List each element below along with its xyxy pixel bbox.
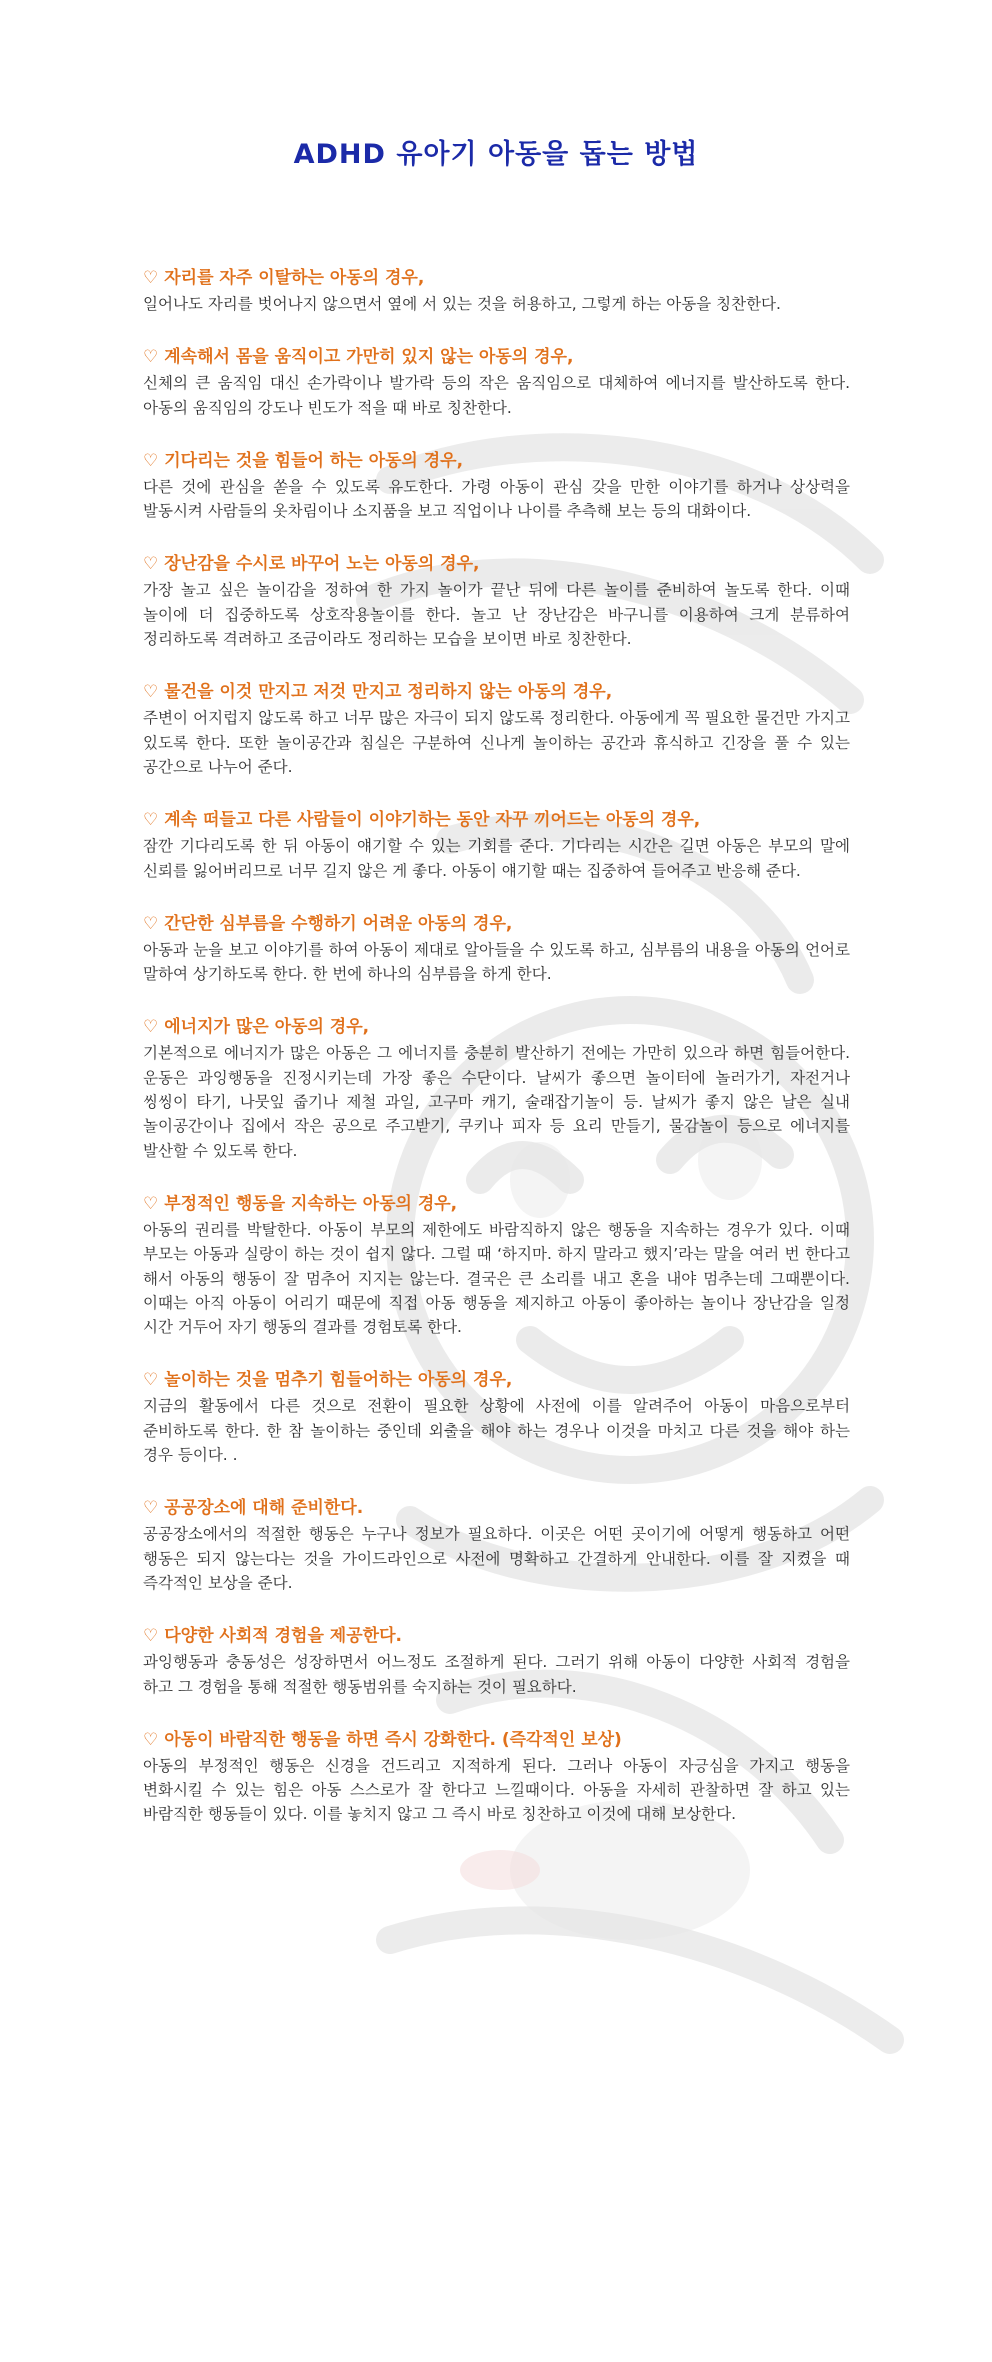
tip-section: [143, 1192, 850, 1339]
tip-body: 잠깐 기다리도록 한 뒤 아동이 얘기할 수 있는 기회를 준다. 기다리는 시간은 길면 아동은 부모의 말에 신뢰를 잃어버리므로 너무 길지 않은 게 좋다. 아동이 얘기할 때는 집중하여 들어주고 반응해 준다.: [143, 837, 850, 880]
tip-heading: [143, 912, 850, 936]
tip-body: 아동의 부정적인 행동은 신경을 건드리고 지적하게 된다. 그러나 아동이 자긍심을 가지고 행동을 변화시킬 수 있는 힘은 아동 스스로가 잘 한다고 느낄때이다. 아동을 자세히 관찰하면 잘 하고 있는 바람직한 행동들이 있다. 이를 놓치지 않고 그 즉시 바로 칭찬하고 이것에 대해 보상한다.: [143, 1756, 850, 1824]
tip-body: 공공장소에서의 적절한 행동은 누구나 정보가 필요하다. 이곳은 어떤 곳이기에 어떻게 행동하고 어떤 행동은 되지 않는다는 것을 가이드라인으로 사전에 명확하고 간결하게 안내한다. 이를 잘 지켰을 때 즉각적인 보상을 준다.: [143, 1525, 850, 1592]
tip-body: 가장 놀고 싶은 놀이감을 정하여 한 가지 놀이가 끝난 뒤에 다른 놀이를 준비하여 놀도록 한다. 이때 놀이에 더 집중하도록 상호작용놀이를 한다. 놀고 난 장난감은 바구니를 이용하여 크게 분류하여 정리하도록 격려하고 조금이라도 정리하는 모습을 보이면 바로 칭찬한다.: [143, 581, 850, 649]
tip-body: 다른 것에 관심을 쏟을 수 있도록 유도한다. 가령 아동이 관심 갖을 만한 이야기를 하거나 상상력을 발동시켜 사람들의 옷차림이나 소지품을 보고 직업이나 나이를 추측해 보는 등의 대화이다.: [143, 477, 850, 521]
tip-heading-text: 아동이 바람직한 행동을 하면 즉시 강화한다. (즉각적인 보상): [164, 1729, 622, 1750]
heart-icon: ♡: [143, 1370, 159, 1391]
tip-heading-text: 다양한 사회적 경험을 제공한다.: [164, 1626, 402, 1647]
heart-icon: ♡: [143, 1017, 159, 1038]
tip-heading: [143, 1015, 850, 1039]
tip-section: [143, 552, 850, 651]
tip-heading-text: 에너지가 많은 아동의 경우,: [164, 1017, 370, 1038]
heart-icon: ♡: [143, 1626, 159, 1647]
tip-heading-text: 물건을 이것 만지고 저것 만지고 정리하지 않는 아동의 경우,: [164, 682, 613, 703]
tip-section: [143, 1496, 850, 1595]
tip-section: [143, 912, 850, 987]
tip-heading: [143, 1192, 850, 1216]
tip-body: 지금의 활동에서 다른 것으로 전환이 필요한 상황에 사전에 이를 알려주어 아동이 마음으로부터 준비하도록 한다. 한 참 놀이하는 중인데 외출을 해야 하는 경우나 이것을 마치고 다른 것을 해야 하는 경우 등이다. .: [143, 1397, 850, 1465]
heart-icon: ♡: [143, 682, 159, 703]
tip-body: 일어나도 자리를 벗어나지 않으면서 옆에 서 있는 것을 허용하고, 그렇게 하는 아동을 칭찬한다.: [143, 295, 781, 313]
tip-section: [143, 1624, 850, 1699]
tip-heading-text: 계속해서 몸을 움직이고 가만히 있지 않는 아동의 경우,: [164, 347, 574, 368]
tip-heading: [143, 449, 850, 473]
tip-heading-text: 놀이하는 것을 멈추기 힘들어하는 아동의 경우,: [164, 1370, 513, 1391]
tip-body: 아동의 권리를 박탈한다. 아동이 부모의 제한에도 바람직하지 않은 행동을 지속하는 경우가 있다. 이때 부모는 아동과 실랑이 하는 것이 쉽지 않다. 그럴 때 ‘하지마. 하지 말라고 했지’라는 말을 여러 번 한다고 해서 아동의 행동이 잘 멈추어 지지는 않는다. 결국은 큰 소리를 내고 혼을 내야 멈추는데 그때뿐이다. 이때는 아직 아동이 어리기 때문에 직접 아동 행동을 제지하고 아동이 좋아하는 놀이나 장난감을 일정 시간 거두어 자기 행동의 결과를 경험토록 한다.: [143, 1220, 850, 1337]
tip-heading: [143, 1728, 850, 1752]
tip-heading-text: 계속 떠들고 다른 사람들이 이야기하는 동안 자꾸 끼어드는 아동의 경우,: [164, 810, 701, 831]
tip-body: 과잉행동과 충동성은 성장하면서 어느정도 조절하게 된다. 그러기 위해 아동이 다양한 사회적 경험을 하고 그 경험을 통해 적절한 행동범위를 숙지하는 것이 필요하다.: [143, 1653, 850, 1696]
tips-list: [143, 266, 850, 1856]
heart-icon: ♡: [143, 913, 159, 934]
tip-body: 주변이 어지럽지 않도록 하고 너무 많은 자극이 되지 않도록 정리한다. 아동에게 꼭 필요한 물건만 가지고 있도록 한다. 또한 놀이공간과 침실은 구분하여 신나게 놀이하는 공간과 휴식하고 긴장을 풀 수 있는 공간으로 나누어 준다.: [143, 709, 850, 776]
tip-heading-text: 공공장소에 대해 준비한다.: [164, 1498, 364, 1519]
tip-section: [143, 345, 850, 420]
tip-section: [143, 266, 850, 316]
page-title: ADHD 유아기 아동을 돕는 방법: [293, 139, 699, 170]
tip-heading: [143, 345, 850, 369]
tip-body: 기본적으로 에너지가 많은 아동은 그 에너지를 충분히 발산하기 전에는 가만히 있으라 하면 힘들어한다. 운동은 과잉행동을 진정시키는데 가장 좋은 수단이다. 날씨가 좋으면 놀이터에 놀러가기, 자전거나 씽씽이 타기, 나뭇잎 줍기나 제철 과일, 고구마 캐기, 술래잡기놀이 등. 날씨가 좋지 않은 날은 실내 놀이공간이나 집에서 작은 공으로 주고받기, 쿠키나 피자 등 요리 만들기, 물감놀이 등으로 에너지를 발산할 수 있도록 한다.: [143, 1044, 850, 1160]
tip-heading-text: 장난감을 수시로 바꾸어 노는 아동의 경우,: [164, 554, 480, 575]
tip-heading-text: 간단한 심부름을 수행하기 어려운 아동의 경우,: [164, 913, 513, 934]
tip-heading-text: 기다리는 것을 힘들어 하는 아동의 경우,: [164, 450, 464, 471]
tip-heading-text: 자리를 자주 이탈하는 아동의 경우,: [164, 268, 425, 288]
tip-heading: [143, 1624, 850, 1648]
heart-icon: ♡: [143, 268, 159, 288]
heart-icon: ♡: [143, 554, 159, 575]
tip-body: 신체의 큰 움직임 대신 손가락이나 발가락 등의 작은 움직임으로 대체하여 에너지를 발산하도록 한다. 아동의 움직임의 강도나 빈도가 적을 때 바로 칭찬한다.: [143, 374, 850, 417]
tip-section: [143, 1368, 850, 1467]
tip-heading-text: 부정적인 행동을 지속하는 아동의 경우,: [164, 1193, 458, 1214]
tip-section: [143, 1728, 850, 1827]
tip-heading: [143, 808, 850, 832]
tip-heading: [143, 552, 850, 576]
tip-heading: [143, 266, 850, 290]
tip-body: 아동과 눈을 보고 이야기를 하여 아동이 제대로 알아들을 수 있도록 하고, 심부름의 내용을 아동의 언어로 말하여 상기하도록 한다. 한 번에 하나의 심부름을 하게 한다.: [143, 940, 850, 984]
heart-icon: ♡: [143, 347, 159, 368]
tip-section: [143, 1015, 850, 1162]
heart-icon: ♡: [143, 1498, 159, 1519]
heart-icon: ♡: [143, 1193, 159, 1214]
tip-section: [143, 808, 850, 883]
tip-section: [143, 680, 850, 779]
heart-icon: ♡: [143, 450, 159, 471]
tip-heading: [143, 1368, 850, 1392]
heart-icon: ♡: [143, 810, 159, 831]
tip-heading: [143, 680, 850, 704]
tip-section: [143, 449, 850, 524]
tip-heading: [143, 1496, 850, 1520]
heart-icon: ♡: [143, 1729, 159, 1750]
